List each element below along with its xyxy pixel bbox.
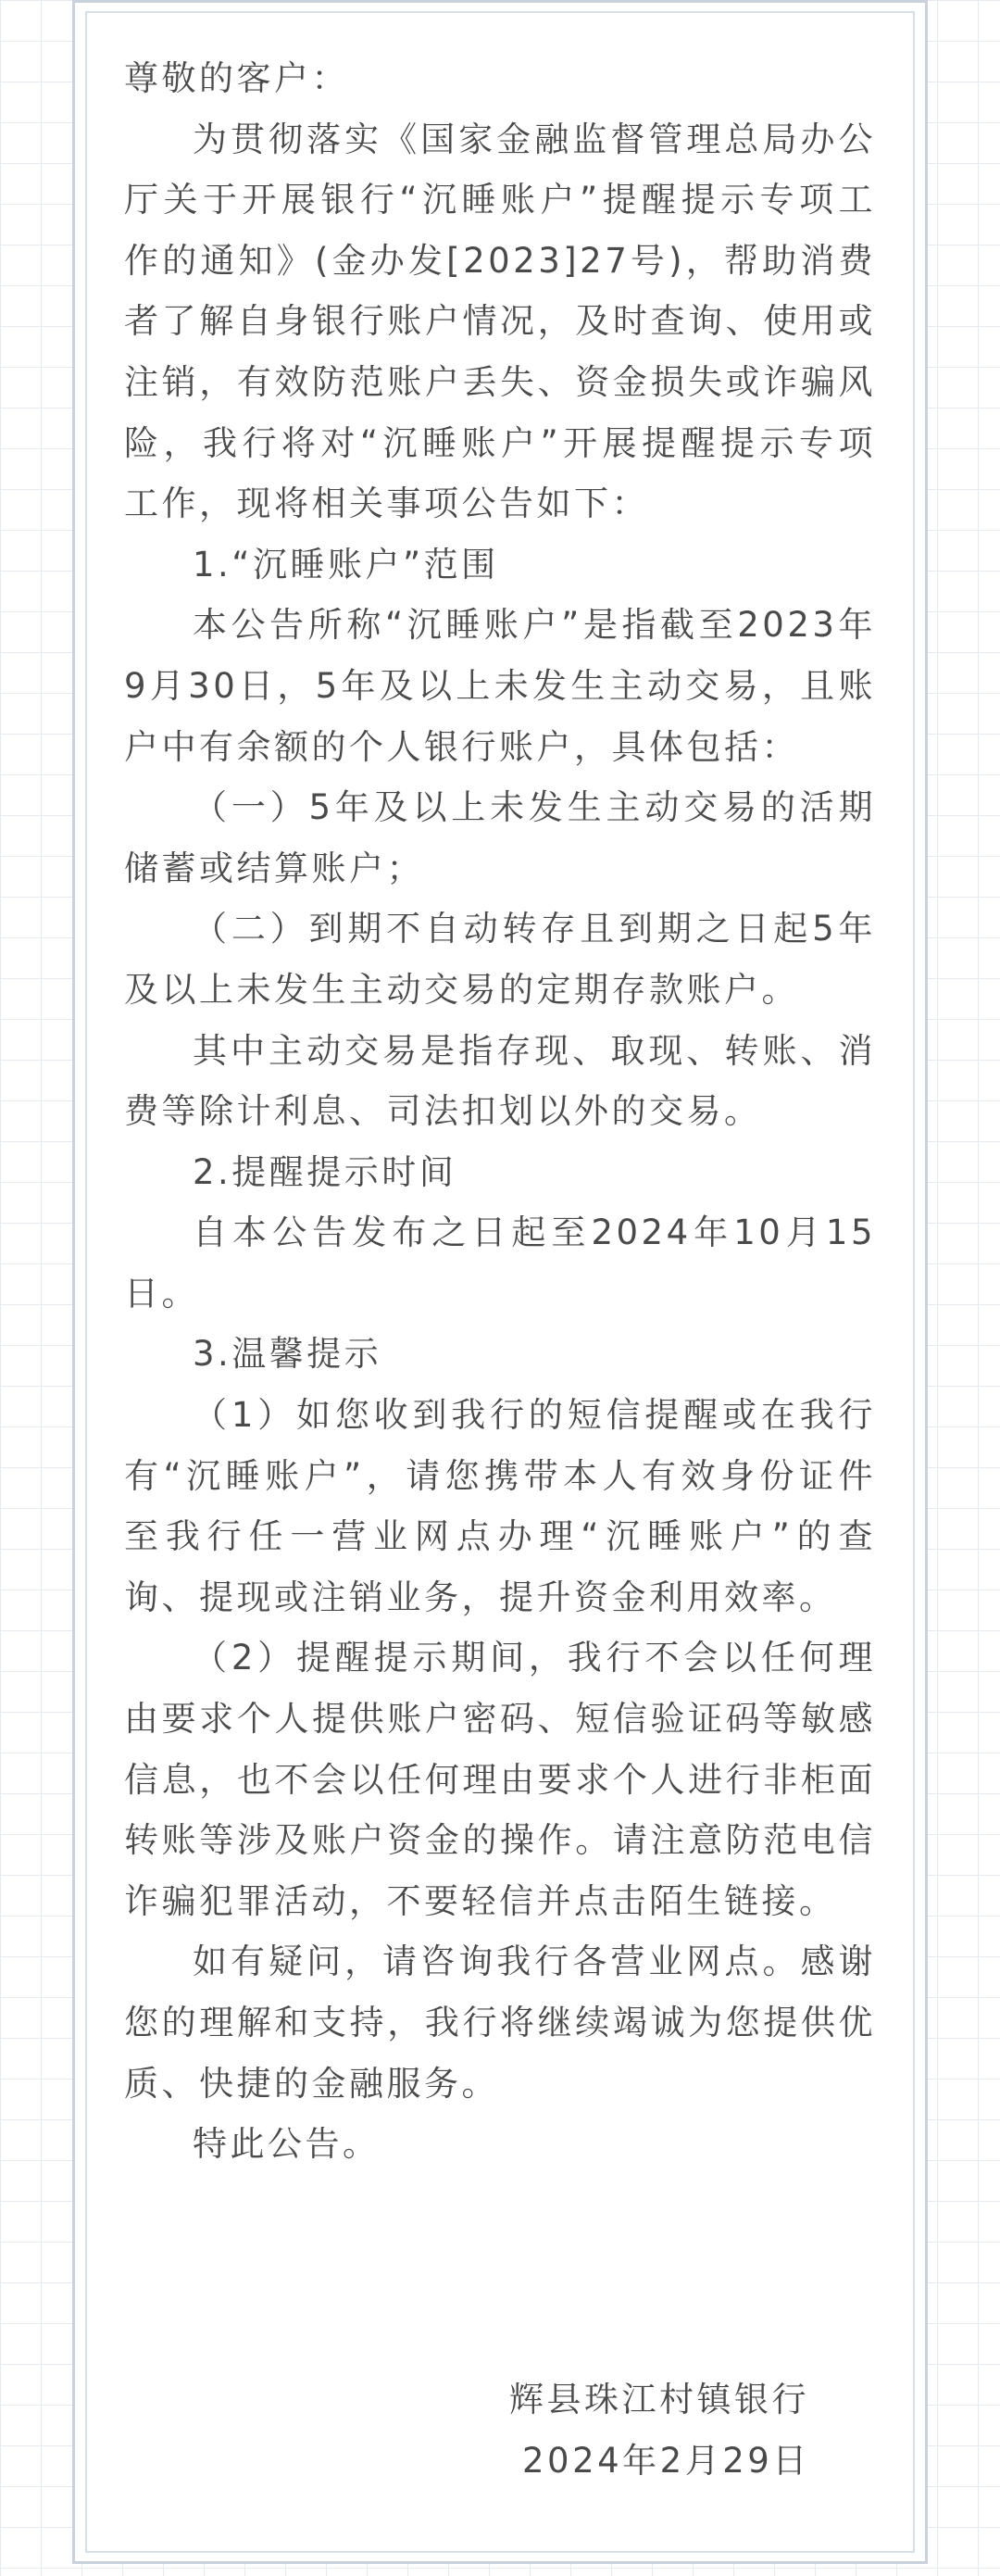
section-heading-tips: 3.温馨提示 [193,1334,382,1375]
signature-date: 2024年2月29日 [522,2441,810,2481]
notice-intro-paragraph: 为贯彻落实《国家金融监督管理总局办公厅关于开展银行“沉睡账户”提醒提示专项工作的通知》(金办发[2023]27号)，帮助消费者了解自身银行账户情况，及时查询、使用或注销，有效防范账户丢失、资金损失或诈骗风险，我行将对“沉睡账户”开展提醒提示专项工作，现将相关事项公告如下： [124,119,876,524]
active-transaction-definition: 其中主动交易是指存现、取现、转账、消费等除计利息、司法扣划以外的交易。 [124,1030,876,1132]
notice-ending: 特此公告。 [193,2124,381,2165]
scope-item-demand-account: （一）5年及以上未发生主动交易的活期储蓄或结算账户； [124,787,876,888]
scope-item-time-deposit: （二）到期不自动转存且到期之日起5年及以上未发生主动交易的定期存款账户。 [124,909,876,1010]
tip-item-2: （2）提醒提示期间，我行不会以任何理由要求个人提供账户密码、短信验证码等敏感信息，也不会以任何理由要求个人进行非柜面转账等涉及账户资金的操作。请注意防范电信诈骗犯罪活动，不要轻信并点击陌生链接。 [124,1638,876,1921]
closing-paragraph: 如有疑问，请咨询我行各营业网点。感谢您的理解和支持，我行将继续竭诚为您提供优质、快捷的金融服务。 [124,1941,876,2104]
period-paragraph: 自本公告发布之日起至2024年10月15日。 [124,1213,876,1313]
notice-body [124,48,876,2175]
scope-definition-paragraph: 本公告所称“沉睡账户”是指截至2023年9月30日，5年及以上未发生主动交易，且账户中有余额的个人银行账户，具体包括： [124,605,876,767]
signature-bank-name: 辉县珠江村镇银行 [509,2380,809,2419]
notice-greeting: 尊敬的客户： [124,58,349,98]
section-heading-period: 2.提醒提示时间 [193,1151,457,1192]
section-heading-scope: 1.“沉睡账户”范围 [193,544,499,584]
tip-item-1: （1）如您收到我行的短信提醒或在我行有“沉睡账户”，请您携带本人有效身份证件至我行任一营业网点办理“沉睡账户”的查询、提现或注销业务，提升资金利用效率。 [124,1395,876,1617]
